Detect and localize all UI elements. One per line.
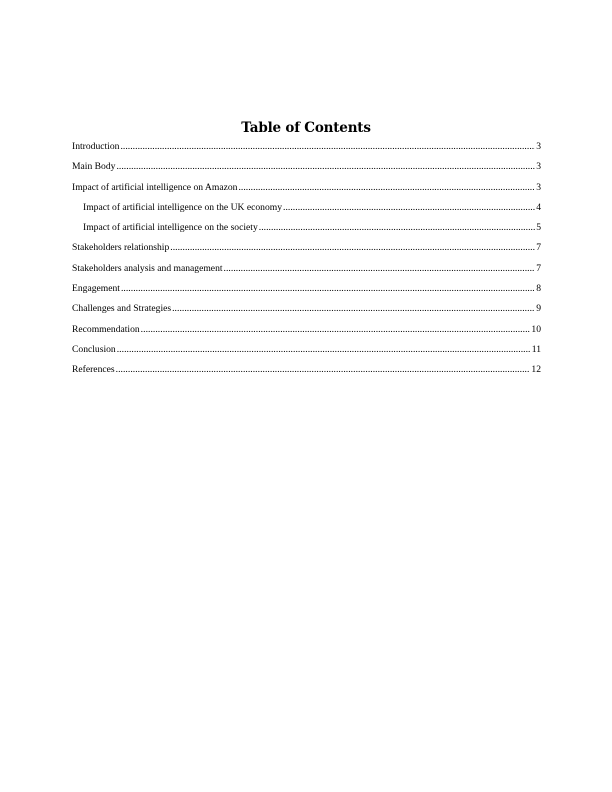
toc-entry-page: 4 bbox=[536, 201, 541, 213]
toc-entry-page: 8 bbox=[536, 283, 541, 295]
toc-entry-label: Challenges and Strategies bbox=[72, 303, 172, 315]
toc-dot-leader bbox=[117, 340, 531, 360]
toc-entry-label: Impact of artificial intelligence on the UK economy bbox=[83, 201, 282, 213]
toc-list bbox=[72, 137, 541, 381]
toc-entry-label: Impact of artificial intelligence on the society bbox=[83, 222, 258, 234]
toc-entry-recommendation[interactable] bbox=[72, 320, 541, 340]
toc-entry-page: 3 bbox=[536, 181, 541, 193]
toc-entry-impact-on-society[interactable] bbox=[72, 218, 541, 238]
toc-entry-page: 12 bbox=[531, 364, 541, 376]
toc-entry-label: Recommendation bbox=[72, 323, 140, 335]
toc-entry-page: 3 bbox=[536, 161, 541, 173]
toc-entry-label: Main Body bbox=[72, 161, 116, 173]
toc-entry-label: Engagement bbox=[72, 283, 120, 295]
toc-entry-page: 7 bbox=[536, 242, 541, 254]
toc-entry-page: 7 bbox=[536, 262, 541, 274]
toc-dot-leader bbox=[116, 157, 535, 177]
toc-dot-leader bbox=[283, 198, 535, 218]
toc-entry-impact-on-amazon[interactable] bbox=[72, 178, 541, 198]
toc-entry-label: Conclusion bbox=[72, 343, 116, 355]
toc-entry-page: 11 bbox=[531, 343, 541, 355]
toc-dot-leader bbox=[120, 137, 535, 157]
toc-entry-page: 3 bbox=[536, 141, 541, 152]
toc-entry-page: 10 bbox=[531, 323, 541, 335]
toc-dot-leader bbox=[238, 178, 535, 198]
toc-entry-page: 9 bbox=[536, 303, 541, 315]
toc-entry-label: Impact of artificial intelligence on Amazon bbox=[72, 181, 238, 193]
toc-entry-conclusion[interactable] bbox=[72, 340, 541, 360]
toc-entry-introduction[interactable] bbox=[72, 137, 541, 157]
toc-dot-leader bbox=[121, 279, 535, 299]
toc-dot-leader bbox=[224, 259, 536, 279]
toc-entry-engagement[interactable] bbox=[72, 279, 541, 299]
toc-dot-leader bbox=[172, 299, 535, 319]
toc-entry-impact-on-uk-economy[interactable] bbox=[72, 198, 541, 218]
toc-entry-main-body[interactable] bbox=[72, 157, 541, 177]
toc-entry-label: Introduction bbox=[72, 141, 120, 152]
toc-title: Table of Contents bbox=[241, 120, 371, 136]
toc-dot-leader bbox=[259, 218, 535, 238]
toc-dot-leader bbox=[170, 238, 535, 258]
toc-entry-references[interactable] bbox=[72, 360, 541, 380]
toc-dot-leader bbox=[116, 360, 531, 380]
toc-entry-label: References bbox=[72, 364, 115, 376]
toc-dot-leader bbox=[141, 320, 531, 340]
toc-entry-stakeholders-analysis[interactable] bbox=[72, 259, 541, 279]
toc-entry-page: 5 bbox=[536, 222, 541, 234]
toc-entry-stakeholders-relationship[interactable] bbox=[72, 238, 541, 258]
toc-entry-label: Stakeholders relationship bbox=[72, 242, 170, 254]
toc-entry-label: Stakeholders analysis and management bbox=[72, 262, 223, 274]
toc-entry-challenges-strategies[interactable] bbox=[72, 299, 541, 319]
